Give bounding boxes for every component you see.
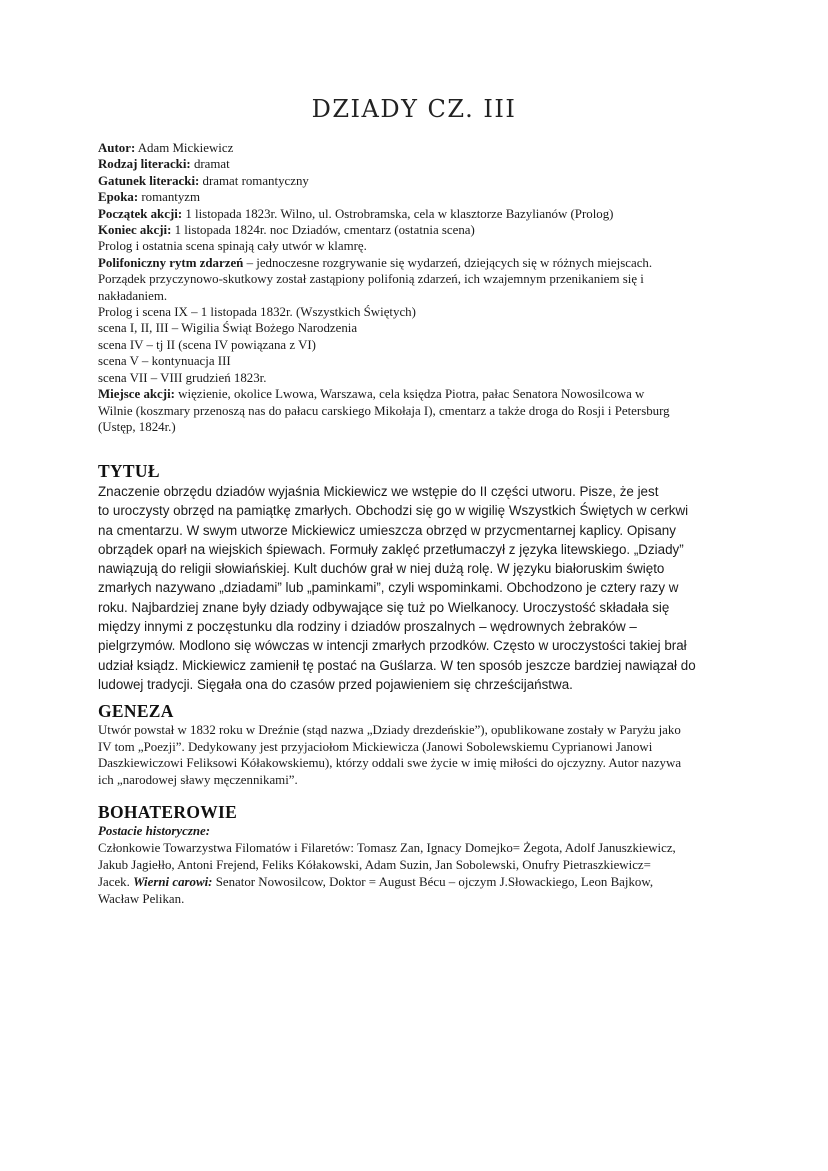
author-row (98, 140, 730, 156)
literary-kind-value: dramat (190, 157, 230, 172)
action-end-row (98, 222, 730, 238)
action-start-label: Początek akcji: (98, 206, 183, 221)
action-start-row (98, 206, 730, 222)
title-section-body (98, 482, 738, 694)
scene-4: scena IV – tj II (scena IV powiązana z VI) (98, 337, 316, 352)
title-line: ludowej tradycji. Sięgała ona do czasów przed pojawieniem się chrześcijaństwa. (98, 676, 573, 692)
characters-line-3 (98, 874, 738, 891)
title-line: na cmentarzu. W swym utworze Mickiewicz umieszcza obrzęd w przycmentarnej kaplicy. Opisany (98, 522, 676, 538)
action-start-value: 1 listopada 1823r. Wilno, ul. Ostrobramska, cela w klasztorze Bazylianów (Prolog) (182, 206, 614, 221)
place-value: więzienie, okolice Lwowa, Warszawa, cela księdza Piotra, pałac Senatora Nowosilcowa w (174, 387, 645, 402)
characters-line-4: Wacław Pelikan. (98, 892, 185, 906)
causality-line-1: Porządek przyczynowo-skutkowy został zastąpiony polifonią zdarzeń, ich wzajemnym przenikaniem się i (98, 272, 644, 287)
author-value: Adam Mickiewicz (135, 141, 234, 155)
place-line-2: Wilnie (koszmary przenoszą nas do pałacu carskiego Mikołaja I), cmentarz a także droga do Rosji i Petersburg (98, 403, 670, 418)
polyphonic-row (98, 255, 730, 271)
title-line: nawiązują do religii słowiańskiej. Kult duchów grał w niej dużą rolę. W języku białoruskim święto (98, 561, 665, 577)
scene-1-3: scena I, II, III – Wigilia Świąt Bożego Narodzenia (98, 321, 358, 336)
section-heading-characters: BOHATEROWIE (98, 802, 238, 822)
causality-line-2: nakładaniem. (98, 288, 168, 303)
genre-value: dramat romantyczny (199, 173, 309, 188)
epoch-value: romantyzm (138, 190, 201, 205)
genre-row (98, 173, 730, 189)
genesis-line: Utwór powstał w 1832 roku w Dreźnie (stąd nazwa „Dziady drezdeńskie”), opublikowane zostały w Paryżu jako (98, 723, 681, 737)
title-line: obrządek oparł na wiejskich śpiewach. Formuły zaklęć przetłumaczył z języka litewskiego. „Dziady” (98, 541, 684, 557)
scene-5: scena V – kontynuacja III (98, 354, 231, 369)
literary-kind-row (98, 156, 730, 172)
title-line: pielgrzymów. Modlono się wówczas w intencji zmarłych przodków. Często w uroczystości takiej brał (98, 638, 687, 654)
characters-line-1: Członkowie Towarzystwa Filomatów i Filaretów: Tomasz Zan, Ignacy Domejko= Żegota, Adolf Januszkiewicz, (98, 841, 676, 855)
work-info (98, 140, 730, 435)
characters-section-body (98, 823, 738, 908)
genesis-line: Daszkiewiczowi Feliksowi Kółakowskiemu), którzy oddali swe życie w imię miłości do ojczyzny. Autor nazywa (98, 756, 682, 771)
place-line-3: (Ustęp, 1824r.) (98, 419, 176, 434)
place-label: Miejsce akcji: (98, 387, 175, 402)
epoch-label: Epoka: (98, 190, 139, 205)
genesis-line: IV tom „Poezji”. Dedykowany jest przyjaciołom Mickiewicza (Janowi Sobolewskiemu Cyprianowi Janowi (98, 739, 653, 754)
historical-characters-subheading: Postacie historyczne: (98, 824, 211, 838)
author-label: Autor: (98, 141, 136, 155)
frame-note: Prolog i ostatnia scena spinają cały utwór w klamrę. (98, 239, 367, 254)
scene-prolog: Prolog i scena IX – 1 listopada 1832r. (Wszystkich Świętych) (98, 305, 416, 320)
epoch-row (98, 189, 730, 205)
scene-7: scena VII – VIII grudzień 1823r. (98, 370, 267, 385)
section-heading-genesis: GENEZA (98, 701, 174, 721)
section-heading-title: TYTUŁ (98, 461, 160, 481)
title-line: udział ksiądz. Mickiewicz zamienił tę postać na Guślarza. W ten sposób jeszcze bardziej nawiązał do (98, 657, 696, 673)
genesis-section-body (98, 722, 738, 789)
title-line: roku. Najbardziej znane były dziady odbywające się tuż po Wielkanocy. Uroczystość składała się (98, 599, 670, 615)
title-line: między innymi z poczęstunku dla rodziny i dziadów proszalnych – wędrownych żebraków – (98, 619, 637, 635)
loyal-to-tsar-label: Wierni carowi: (133, 875, 213, 889)
genesis-line: ich „narodowej sławy męczennikami”. (98, 773, 298, 788)
characters-line-2: Jakub Jagiełło, Antoni Frejend, Feliks Kółakowski, Adam Suzin, Jan Sobolewski, Onufry Pietraszkiewicz= (98, 858, 651, 872)
genre-label: Gatunek literacki: (98, 173, 200, 188)
polyphonic-label: Polifoniczny rytm zdarzeń (98, 255, 244, 270)
action-end-label: Koniec akcji: (98, 223, 172, 238)
characters-line-3-rest: Senator Nowosilcow, Doktor = August Bécu – ojczym J.Słowackiego, Leon Bajkow, (212, 875, 654, 889)
title-line: zmarłych nazywano „dziadami” lub „paminkami”, czyli wspominkami. Obchodzono je cztery razy w (98, 580, 679, 596)
characters-line-3-start: Jacek. (98, 875, 134, 889)
polyphonic-value: – jednoczesne rozgrywanie się wydarzeń, dziejących się w różnych miejscach. (243, 255, 653, 270)
place-row (98, 386, 730, 402)
action-end-value: 1 listopada 1824r. noc Dziadów, cmentarz (ostatnia scena) (171, 223, 475, 238)
document-title: DZIADY CZ. III (311, 95, 517, 123)
title-line: Znaczenie obrzędu dziadów wyjaśnia Mickiewicz we wstępie do II części utworu. Pisze, że jest (98, 484, 659, 499)
literary-kind-label: Rodzaj literacki: (98, 157, 191, 172)
title-line: to uroczysty obrzęd na pamiątkę zmarłych. Obchodzi się go w wigilię Wszystkich Świętych w cerkwi (98, 503, 689, 519)
